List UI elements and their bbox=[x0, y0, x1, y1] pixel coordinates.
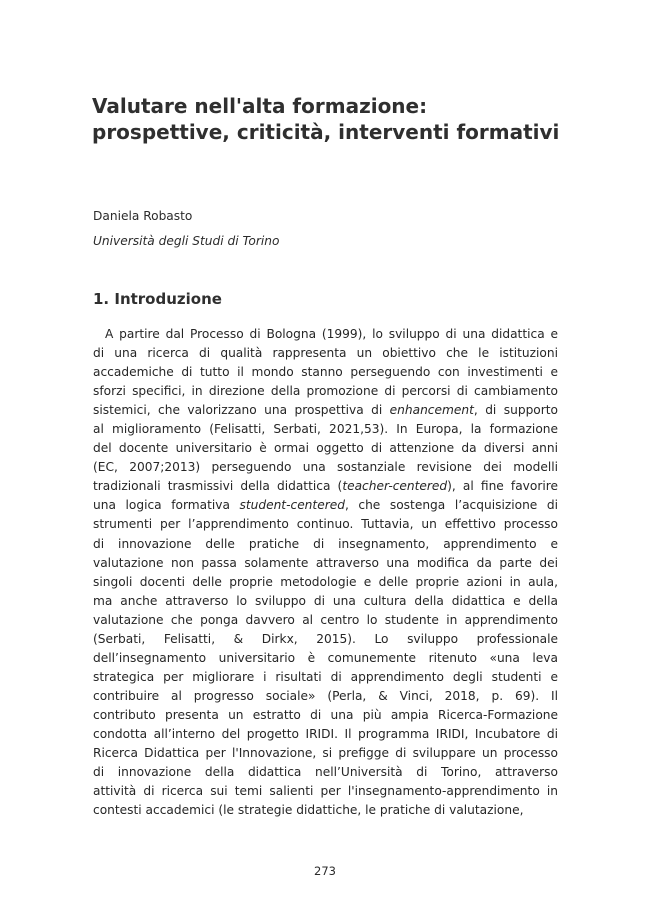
line-text: dell’insegnamento universitario è comunemente ritenuto «una leva bbox=[93, 650, 558, 665]
paragraph-line bbox=[93, 401, 558, 420]
line-text: strategica per migliorare i risultati di apprendimento degli studenti e bbox=[93, 669, 558, 684]
line-text: del docente universitario è ormai oggetto di attenzione da diversi anni bbox=[93, 441, 558, 456]
paragraph-line bbox=[93, 611, 558, 630]
paragraph-line bbox=[93, 382, 558, 401]
section-heading: 1. Introduzione bbox=[93, 290, 222, 308]
paragraph-line bbox=[93, 668, 558, 687]
paragraph-line bbox=[93, 496, 558, 515]
line-text: Ricerca Didattica per l'Innovazione, si prefigge di sviluppare un processo bbox=[93, 746, 558, 761]
introduction-paragraph bbox=[93, 325, 558, 820]
paragraph-line bbox=[93, 554, 558, 573]
paragraph-line bbox=[93, 344, 558, 363]
line-text: di una ricerca di qualità rappresenta un obiettivo che le istituzioni bbox=[93, 346, 558, 361]
line-text: , che sostenga l’acquisizione di bbox=[344, 498, 558, 513]
line-text: una logica formativa bbox=[93, 498, 240, 513]
line-text: condotta all’interno del progetto IRIDI. Il programma IRIDI, Incubatore di bbox=[93, 726, 558, 741]
line-text: , di supporto bbox=[473, 403, 558, 418]
paragraph-line bbox=[93, 706, 558, 725]
line-text: di innovazione delle pratiche di insegnamento, apprendimento e bbox=[93, 536, 558, 551]
paragraph-line bbox=[93, 439, 558, 458]
paragraph-line bbox=[93, 325, 558, 344]
paragraph-line bbox=[93, 649, 558, 668]
line-text: attività di ricerca sui temi salienti per l'insegnamento-apprendimento in bbox=[93, 784, 558, 799]
line-text: (EC, 2007;2013) perseguendo una sostanziale revisione dei modelli bbox=[93, 460, 558, 475]
line-text: accademiche di tutto il mondo stanno perseguendo con investimenti e bbox=[93, 365, 558, 380]
paragraph-line bbox=[93, 535, 558, 554]
line-text: valutazione che ponga davvero al centro lo studente in apprendimento bbox=[93, 612, 558, 627]
line-text: contribuire al progresso sociale» (Perla, & Vinci, 2018, p. 69). Il bbox=[93, 688, 558, 703]
line-text: contributo presenta un estratto di una più ampia Ricerca-Formazione bbox=[93, 707, 558, 722]
line-text: sistemici, che valorizzano una prospettiva di bbox=[93, 403, 390, 418]
line-text: al miglioramento (Felisatti, Serbati, 2021,53). In Europa, la formazione bbox=[93, 422, 558, 437]
paragraph-line bbox=[93, 801, 558, 820]
italic-term: teacher-centered bbox=[342, 479, 448, 494]
paragraph-line bbox=[93, 515, 558, 534]
paragraph-line bbox=[93, 363, 558, 382]
line-text: sforzi specifici, in direzione della promozione di percorsi di cambiamento bbox=[93, 384, 558, 399]
paragraph-line bbox=[93, 592, 558, 611]
paragraph-line bbox=[93, 763, 558, 782]
paragraph-line bbox=[93, 630, 558, 649]
paragraph-line bbox=[93, 725, 558, 744]
paragraph-line bbox=[93, 573, 558, 592]
line-text: strumenti per l’apprendimento continuo. Tuttavia, un effettivo processo bbox=[93, 517, 558, 532]
line-text: A partire dal Processo di Bologna (1999), lo sviluppo di una didattica e bbox=[105, 327, 558, 341]
paragraph-line bbox=[93, 420, 558, 439]
line-text: valutazione non passa solamente attraverso una modifica da parte dei bbox=[93, 555, 558, 570]
line-text: tradizionali trasmissivi della didattica ( bbox=[93, 479, 343, 494]
paragraph-line bbox=[93, 458, 558, 477]
paper-title: Valutare nell'alta formazione: prospettive, criticità, interventi formativi bbox=[92, 94, 560, 144]
author-affiliation: Università degli Studi di Torino bbox=[93, 234, 280, 248]
paragraph-line bbox=[93, 744, 558, 763]
page-number: 273 bbox=[314, 864, 336, 878]
italic-term: student-centered bbox=[239, 498, 345, 513]
line-text: contesti accademici (le strategie didattiche, le pratiche di valutazione, bbox=[93, 803, 524, 818]
line-text: ), al fine favorire bbox=[447, 479, 558, 494]
italic-term: enhancement bbox=[389, 403, 474, 418]
line-text: singoli docenti delle proprie metodologie e delle proprie azioni in aula, bbox=[93, 574, 558, 589]
line-text: ma anche attraverso lo sviluppo di una cultura della didattica e della bbox=[93, 593, 558, 608]
paragraph-line bbox=[93, 687, 558, 706]
paragraph-line bbox=[93, 782, 558, 801]
author-name: Daniela Robasto bbox=[93, 209, 193, 223]
paragraph-line bbox=[93, 477, 558, 496]
line-text: (Serbati, Felisatti, & Dirkx, 2015). Lo sviluppo professionale bbox=[93, 631, 558, 646]
line-text: di innovazione della didattica nell’Università di Torino, attraverso bbox=[93, 765, 558, 780]
